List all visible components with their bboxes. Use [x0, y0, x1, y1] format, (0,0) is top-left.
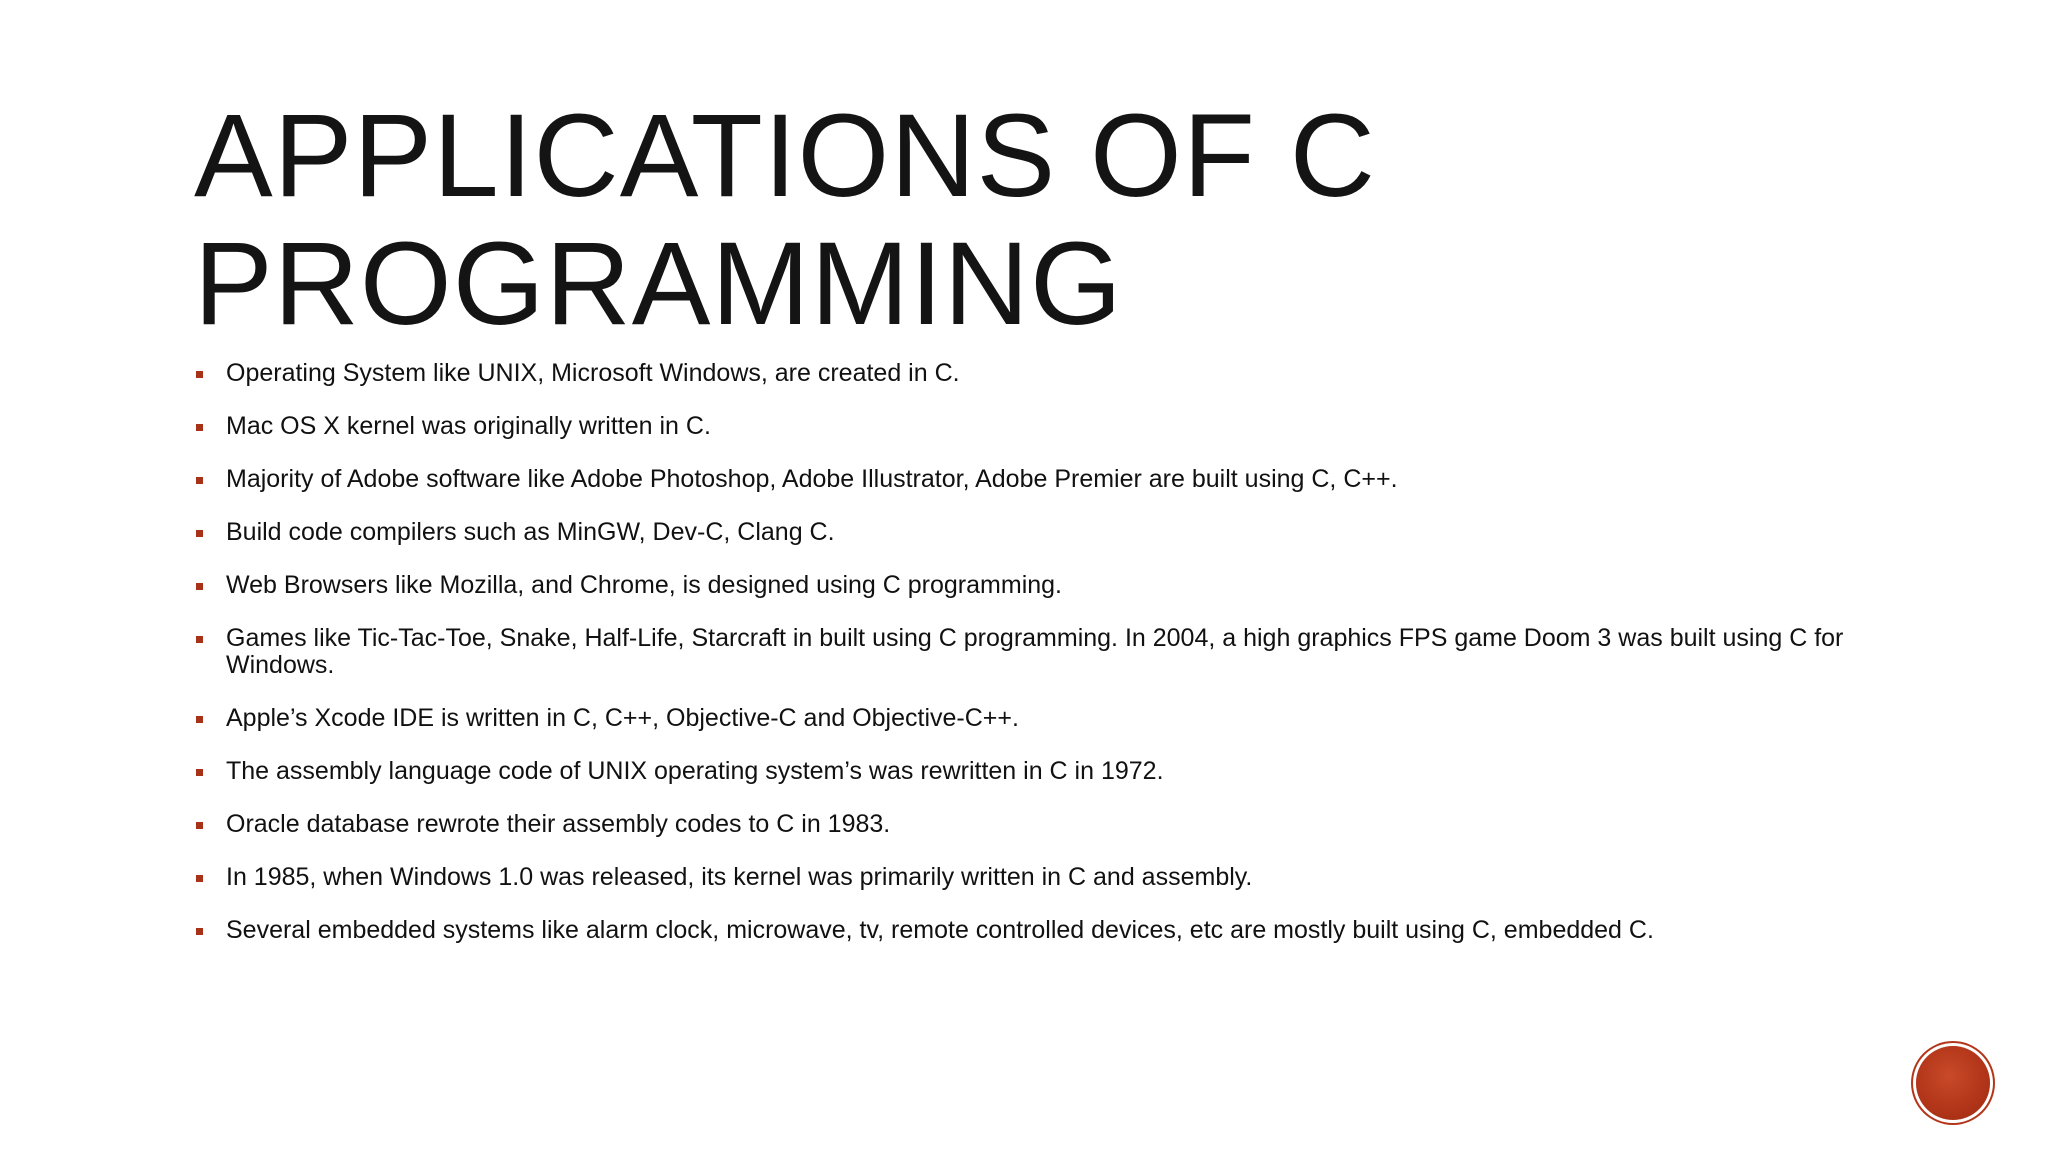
- bullet-item: [194, 705, 1874, 732]
- bullet-item: [194, 413, 1874, 440]
- bullet-text: Web Browsers like Mozilla, and Chrome, is designed using C programming.: [226, 571, 1062, 599]
- bullet-item: [194, 519, 1874, 546]
- bullet-item: [194, 864, 1874, 891]
- square-bullet-icon: [196, 371, 203, 378]
- bullet-item: [194, 758, 1874, 785]
- bullet-text: Mac OS X kernel was originally written in C.: [226, 412, 711, 440]
- bullet-text: The assembly language code of UNIX operating system’s was rewritten in C in 1972.: [226, 757, 1164, 785]
- bullet-text: Apple’s Xcode IDE is written in C, C++, Objective-C and Objective-C++.: [226, 704, 1019, 732]
- bullet-item: [194, 811, 1874, 838]
- bullet-item: [194, 625, 1874, 679]
- square-bullet-icon: [196, 583, 203, 590]
- slide-title: [194, 92, 1894, 348]
- square-bullet-icon: [196, 477, 203, 484]
- bullet-text: Operating System like UNIX, Microsoft Windows, are created in C.: [226, 359, 960, 387]
- bullet-text: Build code compilers such as MinGW, Dev-C, Clang C.: [226, 518, 835, 546]
- square-bullet-icon: [196, 530, 203, 537]
- bullet-item: [194, 572, 1874, 599]
- bullet-text: Several embedded systems like alarm clock, microwave, tv, remote controlled devices, etc are mostly built using C, embedded C.: [226, 916, 1654, 944]
- bullet-text: Games like Tic-Tac-Toe, Snake, Half-Life, Starcraft in built using C programming. In 2004, a high graphics FPS game Doom 3 was built using C for Windows.: [226, 624, 1844, 679]
- square-bullet-icon: [196, 928, 203, 935]
- square-bullet-icon: [196, 822, 203, 829]
- slide-nav-button[interactable]: [1916, 1046, 1990, 1120]
- square-bullet-icon: [196, 716, 203, 723]
- bullet-text: Oracle database rewrote their assembly codes to C in 1983.: [226, 810, 891, 838]
- slide-title-line-1: APPLICATIONS OF C: [194, 90, 1376, 222]
- bullet-list: [194, 360, 1874, 970]
- square-bullet-icon: [196, 636, 203, 643]
- square-bullet-icon: [196, 769, 203, 776]
- bullet-text: Majority of Adobe software like Adobe Photoshop, Adobe Illustrator, Adobe Premier are built using C, C++.: [226, 465, 1398, 493]
- square-bullet-icon: [196, 424, 203, 431]
- bullet-text: In 1985, when Windows 1.0 was released, its kernel was primarily written in C and assembly.: [226, 863, 1253, 891]
- bullet-item: [194, 466, 1874, 493]
- square-bullet-icon: [196, 875, 203, 882]
- bullet-item: [194, 360, 1874, 387]
- slide-title-line-2: PROGRAMMING: [194, 218, 1123, 350]
- bullet-item: [194, 917, 1874, 944]
